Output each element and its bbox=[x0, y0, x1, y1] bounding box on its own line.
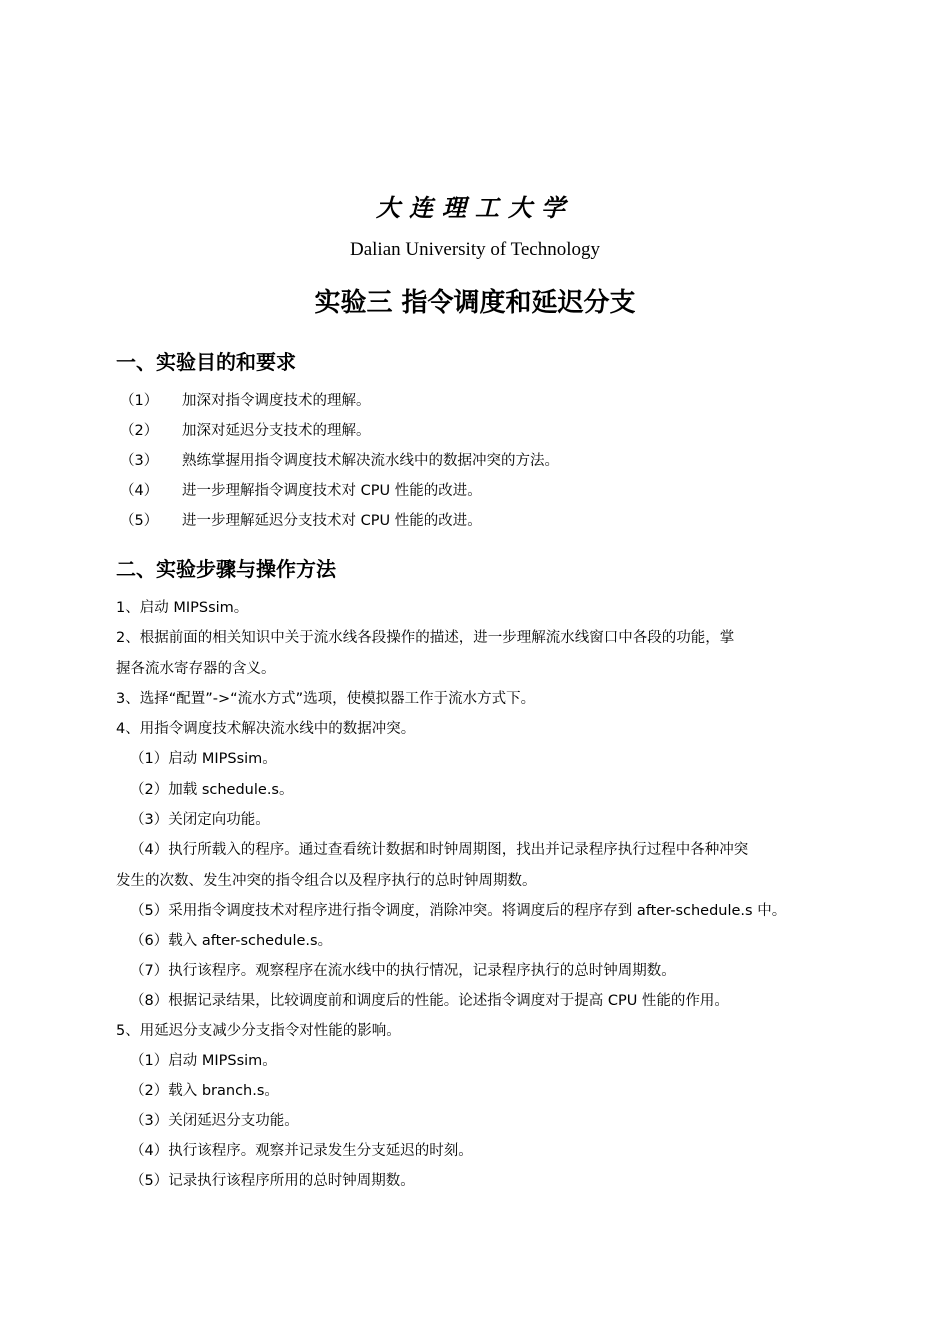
list-item-text: 熟练掌握用指令调度技术解决流水线中的数据冲突的方法。 bbox=[182, 453, 559, 469]
step-line: （1）启动 MIPSsim。 bbox=[130, 1053, 277, 1069]
list-item-number: （4） bbox=[120, 483, 159, 499]
list-item-text: 进一步理解指令调度技术对 CPU 性能的改进。 bbox=[182, 483, 482, 499]
list-item-text: 进一步理解延迟分支技术对 CPU 性能的改进。 bbox=[182, 513, 482, 529]
step-line: 发生的次数、发生冲突的指令组合以及程序执行的总时钟周期数。 bbox=[116, 873, 537, 889]
step-line: （5）记录执行该程序所用的总时钟周期数。 bbox=[130, 1173, 415, 1189]
step-line: （5）采用指令调度技术对程序进行指令调度，消除冲突。将调度后的程序存到 after-schedule.s 中。 bbox=[130, 903, 787, 919]
list-item-number: （1） bbox=[120, 393, 159, 409]
step-line: 1、启动 MIPSsim。 bbox=[116, 600, 249, 616]
list-item-text: 加深对指令调度技术的理解。 bbox=[182, 393, 371, 409]
step-line: 2、根据前面的相关知识中关于流水线各段操作的描述，进一步理解流水线窗口中各段的功能，掌 bbox=[116, 630, 735, 646]
list-item-number: （5） bbox=[120, 513, 159, 529]
list-item bbox=[120, 420, 371, 442]
step-line: （6）载入 after-schedule.s。 bbox=[130, 933, 333, 949]
step-line: （3）关闭定向功能。 bbox=[130, 812, 270, 828]
section-heading-steps: 二、实验步骤与操作方法 bbox=[116, 557, 336, 581]
list-item bbox=[120, 480, 482, 502]
step-line: （4）执行该程序。观察并记录发生分支延迟的时刻。 bbox=[130, 1143, 473, 1159]
step-line: （4）执行所载入的程序。通过查看统计数据和时钟周期图，找出并记录程序执行过程中各种冲突 bbox=[130, 842, 749, 858]
list-item bbox=[120, 390, 371, 412]
section-heading-objectives: 一、实验目的和要求 bbox=[116, 350, 296, 374]
step-line: 4、用指令调度技术解决流水线中的数据冲突。 bbox=[116, 721, 416, 737]
step-line: （8）根据记录结果，比较调度前和调度后的性能。论述指令调度对于提高 CPU 性能的作用。 bbox=[130, 993, 729, 1009]
list-item-text: 加深对延迟分支技术的理解。 bbox=[182, 423, 371, 439]
step-line: （7）执行该程序。观察程序在流水线中的执行情况，记录程序执行的总时钟周期数。 bbox=[130, 963, 676, 979]
page-title: 实验三 指令调度和延迟分支 bbox=[314, 288, 636, 318]
university-name-en: Dalian University of Technology bbox=[349, 239, 600, 260]
step-line: （2）加载 schedule.s。 bbox=[130, 782, 294, 798]
step-line: 5、用延迟分支减少分支指令对性能的影响。 bbox=[116, 1023, 401, 1039]
university-name-cn: 大连理工大学 bbox=[376, 193, 574, 222]
step-line: （1）启动 MIPSsim。 bbox=[130, 751, 277, 767]
list-item bbox=[120, 450, 559, 472]
step-line: （3）关闭延迟分支功能。 bbox=[130, 1113, 299, 1129]
step-line: 3、选择“配置”->“流水方式”选项，使模拟器工作于流水方式下。 bbox=[116, 691, 536, 707]
step-line: （2）载入 branch.s。 bbox=[130, 1083, 279, 1099]
list-item-number: （2） bbox=[120, 423, 159, 439]
list-item bbox=[120, 510, 482, 532]
step-line: 握各流水寄存器的含义。 bbox=[116, 661, 276, 677]
list-item-number: （3） bbox=[120, 453, 159, 469]
